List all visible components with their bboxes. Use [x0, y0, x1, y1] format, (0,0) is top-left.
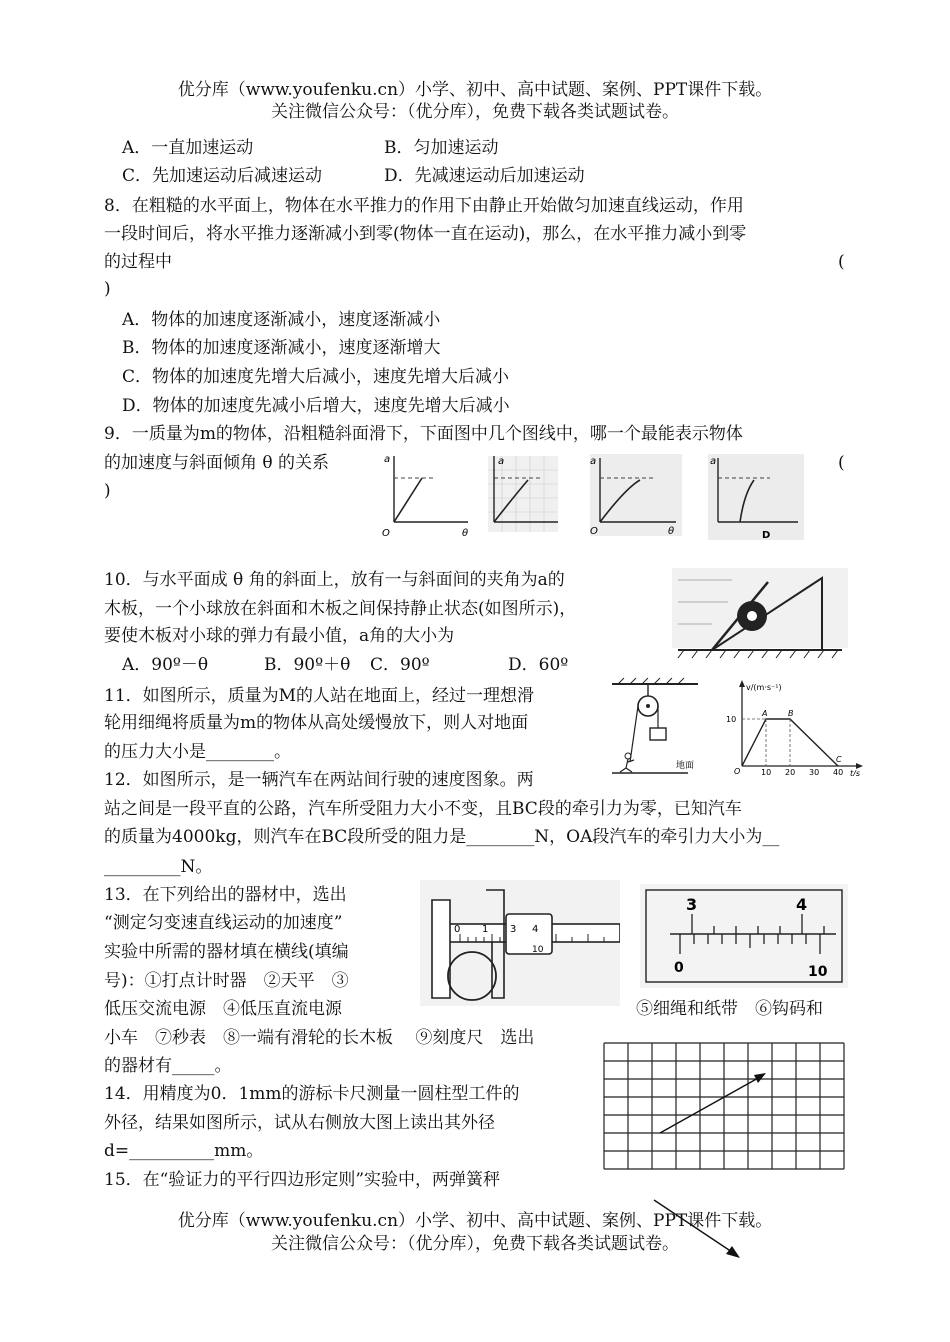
q12-point-b: B: [788, 709, 794, 718]
footer-line-1: 优分库（www.youfenku.cn）小学、初中、高中试题、案例、PPT课件下载。: [177, 1211, 773, 1231]
bottom-arrow-figure: [650, 1196, 744, 1262]
q9-graph-a-ylabel: a: [384, 454, 391, 465]
q9-graph-c-xlabel: θ: [668, 526, 675, 537]
q10-option-b: B．90º＋θ: [264, 655, 351, 675]
caliper-vernier-10: 10: [532, 945, 544, 955]
caliper-vernier-3: 3: [510, 924, 517, 935]
q13-line-7: 的器材有_____。: [104, 1056, 232, 1076]
q10-option-d: D．60º: [508, 655, 569, 675]
q14-vernier-enlarged: [640, 884, 848, 988]
q13-line-3: 实验中所需的器材填在横线(填编: [104, 942, 349, 962]
q8-paren-open: (: [838, 252, 845, 272]
caliper-vernier-4: 4: [532, 924, 539, 935]
q9-graph-b: [488, 456, 558, 532]
q10-option-a: A．90º－θ: [122, 655, 209, 675]
q12-t-axis-label: t/s: [850, 769, 860, 776]
q11-ground-label: 地面: [676, 761, 695, 771]
caliper-scale-1: 1: [482, 924, 489, 935]
q9-graph-a-origin: O: [382, 528, 390, 539]
q7-option-a: A．一直加速运动: [122, 138, 254, 158]
footer-line-2: 关注微信公众号：（优分库），免费下载各类试题试卷。: [271, 1234, 679, 1254]
q10-figure: [672, 568, 848, 660]
q9-graph-a: [382, 454, 468, 539]
header-line-2: 关注微信公众号：（优分库），免费下载各类试题试卷。: [271, 102, 679, 122]
q14-caliper-photo: [420, 880, 620, 1006]
q13-line-2: “测定匀变速直线运动的加速度”: [104, 913, 343, 933]
q12-point-a: A: [762, 709, 768, 718]
q9-graph-b-ylabel: a: [498, 456, 505, 467]
q7-option-d: D．先减速运动后加速运动: [384, 166, 585, 186]
q12-line-1: 12．如图所示，是一辆汽车在两站间行驶的速度图象。两: [104, 770, 534, 790]
q11-line-3: 的压力大小是________。: [104, 742, 291, 762]
q9-graph-c-origin: O: [590, 526, 598, 537]
q12-t10-tick: 10: [761, 768, 772, 776]
q14-line-2: 外径，结果如图所示，试从右侧放大图上读出其外径: [104, 1113, 495, 1133]
vernier-main-3: 3: [686, 895, 698, 914]
q8-option-c: C．物体的加速度先增大后减小，速度先增大后减小: [122, 367, 510, 387]
q10-line-1: 10．与水平面成 θ 角的斜面上，放有一与斜面间的夹角为a的: [104, 570, 565, 590]
q15-grid-figure: [602, 1041, 846, 1173]
q14-line-1: 14．用精度为0．1mm的游标卡尺测量一圆柱型工件的: [104, 1084, 520, 1104]
q14-line-3: d=__________mm。: [104, 1141, 264, 1161]
q12-origin: O: [734, 767, 741, 776]
vernier-scale-0: 0: [674, 960, 684, 976]
q15-line-1: 15．在“验证力的平行四边形定则”实验中，两弹簧秤: [104, 1170, 501, 1190]
vernier-main-4: 4: [796, 895, 808, 914]
q12-line-2: 站之间是一段平直的公路，汽车所受阻力大小不变，且BC段的牵引力为零，已知汽车: [104, 799, 742, 819]
q13-line-4: 号)：①打点计时器 ②天平 ③: [104, 971, 349, 991]
q9-graph-d: [708, 454, 804, 541]
q12-velocity-graph: [720, 676, 864, 776]
q9-graph-c-ylabel: a: [590, 456, 597, 467]
q13-line-6: 小车 ⑦秒表 ⑧一端有滑轮的长木板 ⑨刻度尺 选出: [104, 1028, 535, 1048]
q9-paren-open: (: [838, 453, 845, 473]
q9-line-2: 的加速度与斜面倾角 θ 的关系: [104, 453, 330, 473]
q8-option-d: D．物体的加速度先减小后增大，速度先增大后减小: [122, 396, 510, 416]
q12-v10-tick: 10: [726, 715, 737, 724]
q12-v-axis-label: v/(m·s⁻¹): [746, 683, 782, 692]
q9-graph-d-ylabel: a: [710, 456, 717, 467]
q12-t20-tick: 20: [785, 768, 796, 776]
q13-line-1: 13．在下列给出的器材中，选出: [104, 885, 347, 905]
q8-line-1: 8．在粗糙的水平面上，物体在水平推力的作用下由静止开始做匀加速直线运动，作用: [104, 196, 744, 216]
q9-line-1: 9．一质量为m的物体，沿粗糙斜面滑下，下面图中几个图线中，哪一个最能表示物体: [104, 424, 743, 444]
q9-graph-d-label: D: [762, 530, 771, 541]
q11-line-1: 11．如图所示，质量为M的人站在地面上，经过一理想滑: [104, 686, 535, 706]
q13-line-5: 低压交流电源 ④低压直流电源: [104, 999, 342, 1019]
q13-line-5-right: ⑤细绳和纸带 ⑥钩码和: [636, 999, 823, 1019]
q11-line-2: 轮用细绳将质量为m的物体从高处缓慢放下，则人对地面: [104, 713, 529, 733]
vernier-scale-10: 10: [808, 964, 828, 980]
header-line-1: 优分库（www.youfenku.cn）小学、初中、高中试题、案例、PPT课件下载。: [177, 80, 773, 100]
q9-graphs: [378, 450, 808, 542]
q12-point-c: C: [836, 755, 842, 764]
q10-option-c: C．90º: [370, 655, 430, 675]
q8-paren-close: ): [104, 279, 111, 299]
q8-option-b: B．物体的加速度逐渐减小，速度逐渐增大: [122, 338, 441, 358]
q8-option-a: A．物体的加速度逐渐减小，速度逐渐减小: [122, 310, 441, 330]
q11-pulley-figure: [608, 676, 718, 776]
q12-t30-tick: 30: [809, 768, 820, 776]
q10-line-2: 木板，一个小球放在斜面和木板之间保持静止状态(如图所示)，: [104, 599, 577, 619]
q12-line-3: 的质量为4000kg，则汽车在BC段所受的阻力是________N，OA段汽车的牵引力大小为__: [104, 827, 780, 847]
q9-graph-c: [590, 454, 682, 537]
q10-line-3: 要使木板对小球的弹力有最小值，a角的大小为: [104, 626, 455, 646]
caliper-scale-0: 0: [454, 924, 461, 935]
q9-paren-close: ): [104, 481, 111, 501]
q9-graph-a-xlabel: θ: [462, 528, 469, 539]
q8-line-2: 一段时间后，将水平推力逐渐减小到零(物体一直在运动)，那么，在水平推力减小到零: [104, 224, 747, 244]
q7-option-b: B．匀加速运动: [384, 138, 499, 158]
q8-line-3: 的过程中: [104, 252, 172, 272]
q12-t40-tick: 40: [833, 768, 844, 776]
q12-line-4: _________N。: [104, 857, 213, 877]
q7-option-c: C．先加速运动后减速运动: [122, 166, 323, 186]
